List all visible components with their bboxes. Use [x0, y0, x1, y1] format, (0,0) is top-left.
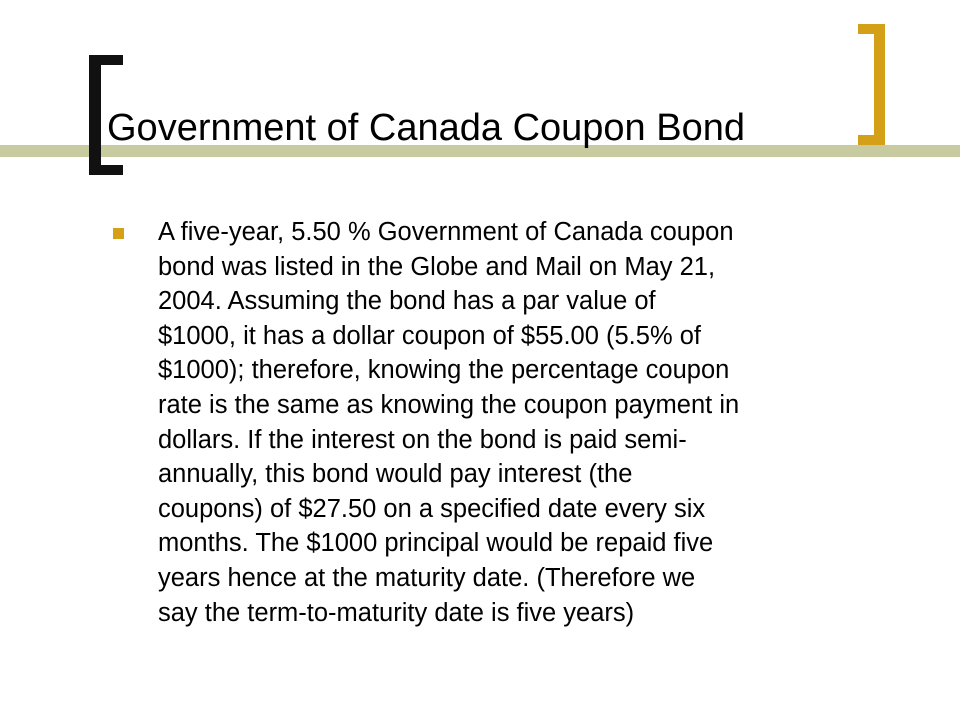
left-bracket-top-decoration	[89, 55, 123, 65]
bullet-text: A five-year, 5.50 % Government of Canada coupon bond was listed in the Globe and Mail on May 21, 2004. Assuming the bond has a par value of $1000, it has a dollar coupon of $55.00 (5.5% of $1000); therefore, knowing the percentage coupon rate is the same as knowing the coupon payment in dollars. If the interest on the bond is paid semi- annually, this bond would pay interest (the coupons) of $27.50 on a specified date every six months. The $1000 principal would be repaid five years hence at the maturity date. (Therefore we say the term-to-maturity date is five years)	[158, 218, 740, 627]
right-bracket-top-decoration	[858, 24, 885, 34]
slide-content	[113, 215, 903, 630]
right-bracket-decoration	[874, 24, 885, 145]
slide-title: Government of Canada Coupon Bond	[107, 107, 745, 149]
left-bracket-bottom-decoration	[89, 165, 123, 175]
left-bracket-decoration	[89, 55, 101, 175]
square-bullet-icon	[113, 228, 124, 239]
bullet-item	[113, 215, 903, 630]
right-bracket-bottom-decoration	[858, 135, 885, 145]
